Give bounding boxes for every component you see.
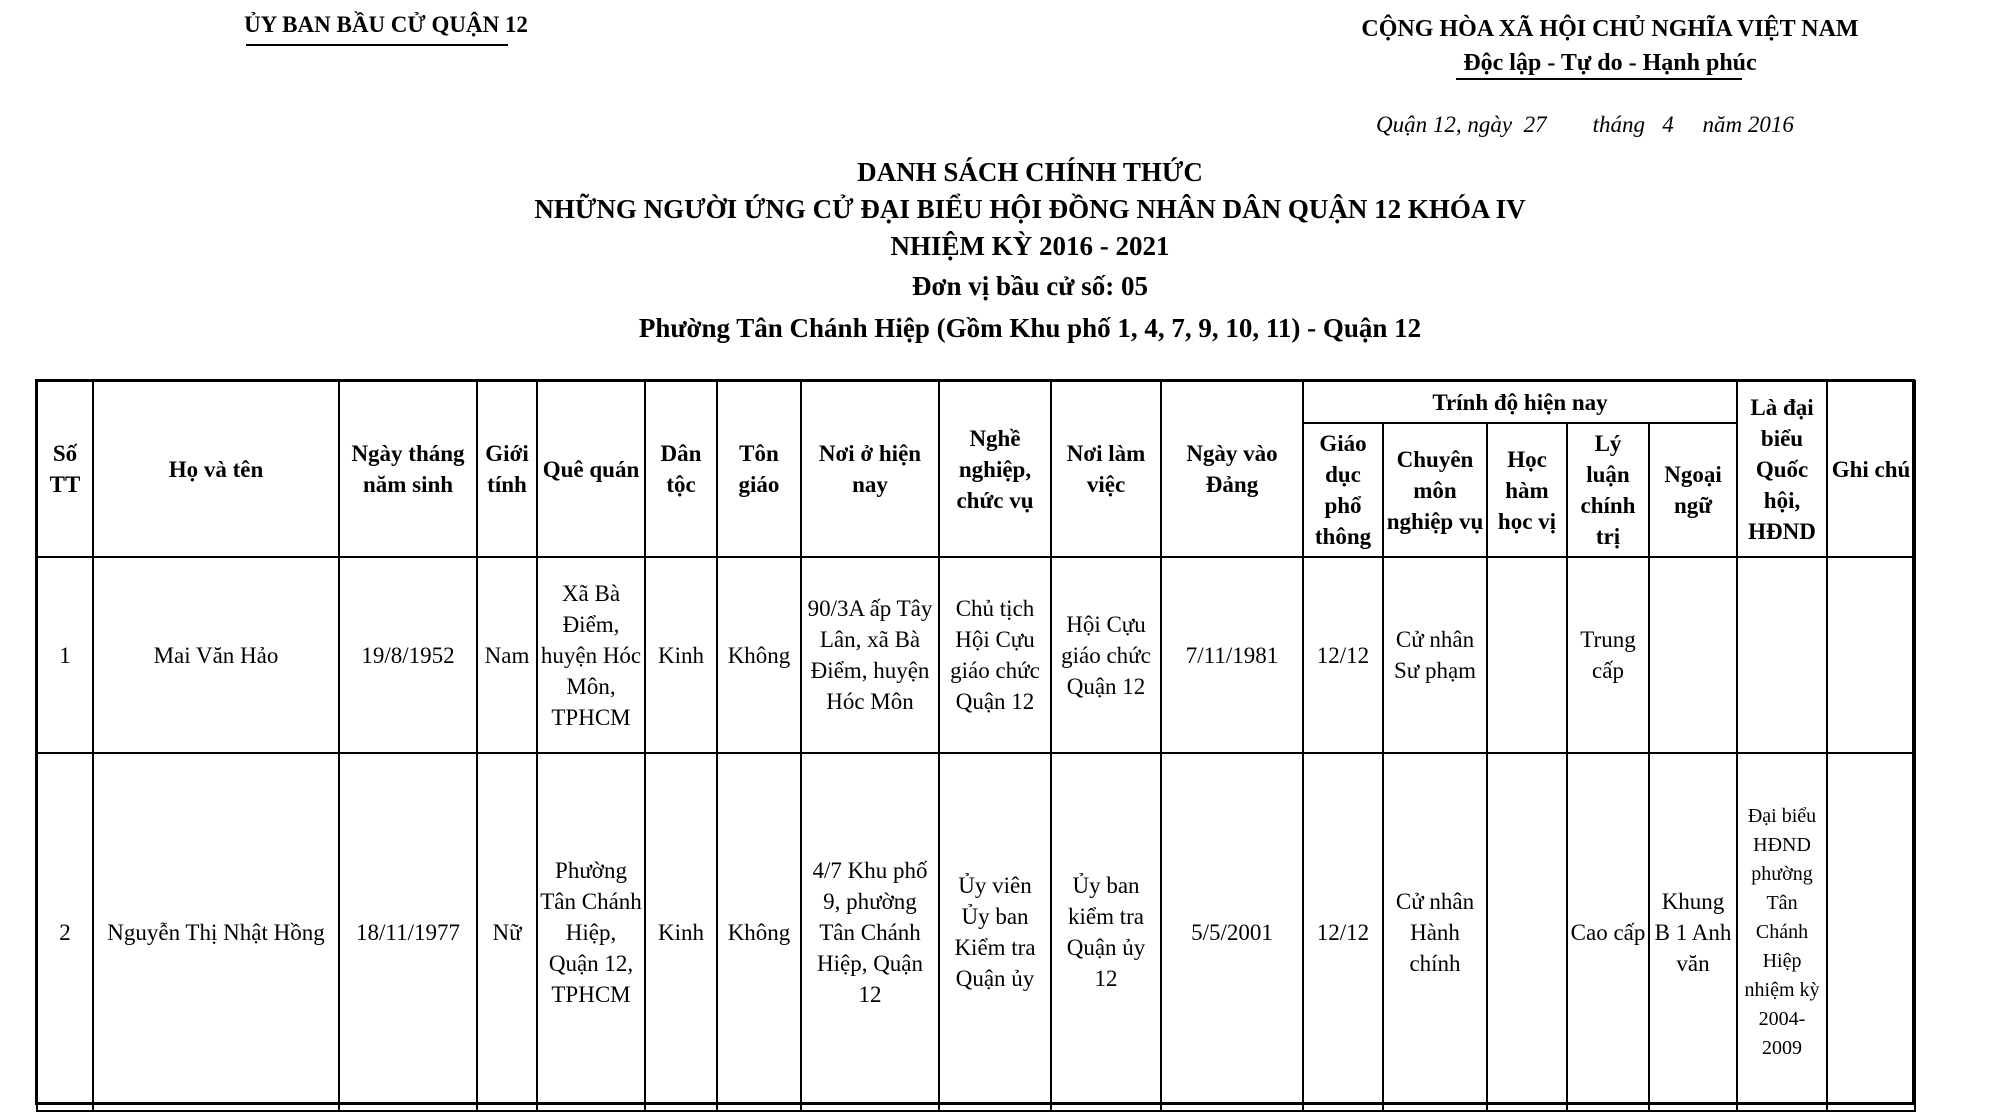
cell-occupation: Chủ tịch Hội Cựu giáo chức Quận 12 <box>939 557 1051 753</box>
cell-political: Cao cấp <box>1567 753 1649 1111</box>
cell-name: Mai Văn Hảo <box>93 557 339 753</box>
col-header-general-edu: Giáo dục phổ thông <box>1303 423 1383 557</box>
document-date: Quận 12, ngày 27 tháng 4 năm 2016 <box>1376 112 1794 137</box>
col-header-religion: Tôn giáo <box>717 381 801 557</box>
cell-religion: Không <box>717 557 801 753</box>
col-header-academic: Học hàm học vị <box>1487 423 1567 557</box>
cell-ethnicity: Kinh <box>645 557 717 753</box>
cell-specialty: Cử nhân Hành chính <box>1383 753 1487 1111</box>
title-line-3: NHIỆM KỲ 2016 - 2021 <box>890 231 1170 261</box>
cell-name: Nguyễn Thị Nhật Hồng <box>93 753 339 1111</box>
table-row <box>37 557 1915 753</box>
cell-note <box>1827 557 1915 753</box>
national-header <box>1300 12 1920 80</box>
cell-gender: Nam <box>477 557 537 753</box>
cell-residence: 90/3A ấp Tây Lân, xã Bà Điểm, huyện Hóc Môn <box>801 557 939 753</box>
cell-workplace: Ủy ban kiểm tra Quận ủy 12 <box>1051 753 1161 1111</box>
col-header-specialty: Chuyên môn nghiệp vụ <box>1383 423 1487 557</box>
col-header-party-date: Ngày vào Đảng <box>1161 381 1303 557</box>
cell-academic <box>1487 557 1567 753</box>
title-line-2: NHỮNG NGƯỜI ỨNG CỬ ĐẠI BIỂU HỘI ĐỒNG NHÂN DÂN QUẬN 12 KHÓA IV <box>534 194 1526 224</box>
cell-delegate: Đại biểu HĐND phường Tân Chánh Hiệp nhiệm kỳ 2004-2009 <box>1737 753 1827 1111</box>
cell-note <box>1827 753 1915 1111</box>
cell-religion: Không <box>717 753 801 1111</box>
cell-specialty: Cử nhân Sư phạm <box>1383 557 1487 753</box>
col-header-name: Họ và tên <box>93 381 339 557</box>
col-header-education-group: Trính độ hiện nay <box>1303 381 1737 423</box>
col-header-note: Ghi chú <box>1827 381 1915 557</box>
col-header-delegate: Là đại biểu Quốc hội, HĐND <box>1737 381 1827 557</box>
title-line-1: DANH SÁCH CHÍNH THỨC <box>857 157 1203 187</box>
electoral-unit: Đơn vị bầu cử số: 05 <box>912 271 1148 301</box>
nation-name: CỘNG HÒA XÃ HỘI CHỦ NGHĨA VIỆT NAM <box>1361 16 1859 42</box>
cell-hometown: Xã Bà Điểm, huyện Hóc Môn, TPHCM <box>537 557 645 753</box>
cell-residence: 4/7 Khu phố 9, phường Tân Chánh Hiệp, Quận 12 <box>801 753 939 1111</box>
cell-workplace: Hội Cựu giáo chức Quận 12 <box>1051 557 1161 753</box>
cell-language <box>1649 557 1737 753</box>
col-header-ethnicity: Dân tộc <box>645 381 717 557</box>
col-header-occupation: Nghề nghiệp, chức vụ <box>939 381 1051 557</box>
col-header-residence: Nơi ở hiện nay <box>801 381 939 557</box>
col-header-workplace: Nơi làm việc <box>1051 381 1161 557</box>
col-header-gender: Giới tính <box>477 381 537 557</box>
cell-party-date: 5/5/2001 <box>1161 753 1303 1111</box>
cell-stt: 2 <box>37 753 93 1111</box>
authority-underline <box>246 44 508 46</box>
cell-general-edu: 12/12 <box>1303 753 1383 1111</box>
national-motto: Độc lập - Tự do - Hạnh phúc <box>1463 50 1757 76</box>
cell-academic <box>1487 753 1567 1111</box>
candidate-table <box>36 380 1916 1112</box>
cell-dob: 19/8/1952 <box>339 557 477 753</box>
issuing-authority: ỦY BAN BẦU CỬ QUẬN 12 <box>244 12 528 37</box>
col-header-language: Ngoại ngữ <box>1649 423 1737 557</box>
cell-party-date: 7/11/1981 <box>1161 557 1303 753</box>
table-row <box>37 753 1915 1111</box>
electoral-area: Phường Tân Chánh Hiệp (Gồm Khu phố 1, 4, 7, 9, 10, 11) - Quận 12 <box>638 313 1422 343</box>
cell-occupation: Ủy viên Ủy ban Kiểm tra Quận ủy <box>939 753 1051 1111</box>
col-header-stt: Số TT <box>37 381 93 557</box>
cell-dob: 18/11/1977 <box>339 753 477 1111</box>
cell-ethnicity: Kinh <box>645 753 717 1111</box>
motto-underline <box>1456 78 1742 80</box>
cell-gender: Nữ <box>477 753 537 1111</box>
col-header-dob: Ngày tháng năm sinh <box>339 381 477 557</box>
cell-political: Trung cấp <box>1567 557 1649 753</box>
cell-delegate <box>1737 557 1827 753</box>
col-header-hometown: Quê quán <box>537 381 645 557</box>
col-header-political: Lý luận chính trị <box>1567 423 1649 557</box>
cell-stt: 1 <box>37 557 93 753</box>
cell-language: Khung B 1 Anh văn <box>1649 753 1737 1111</box>
cell-hometown: Phường Tân Chánh Hiệp, Quận 12, TPHCM <box>537 753 645 1111</box>
cell-general-edu: 12/12 <box>1303 557 1383 753</box>
document-title <box>300 154 1760 349</box>
